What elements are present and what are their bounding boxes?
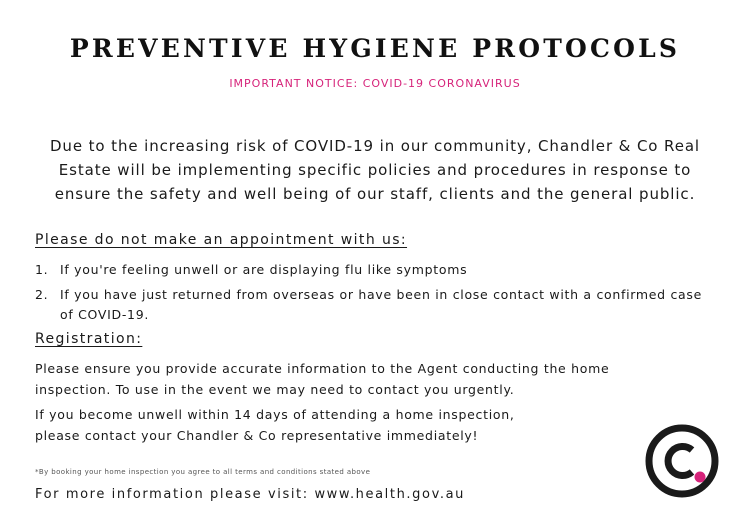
list-item [35,285,705,325]
list-item-number: 2. [35,287,49,302]
page-subtitle: IMPORTANT NOTICE: COVID-19 CORONAVIRUS [229,77,521,90]
terms-disclaimer: *By booking your home inspection you agree to all terms and conditions stated above [35,468,371,476]
list-item-text: If you have just returned from overseas or have been in close contact with a confirmed case of COVID-19. [60,287,703,322]
restrictions-list [35,260,705,330]
list-item-number: 1. [35,262,49,277]
section-heading-appointments: Please do not make an appointment with us: [35,232,408,248]
section-heading-registration: Registration: [35,331,143,347]
chandler-co-c-logo-icon [645,424,719,498]
list-item [35,260,705,280]
footer-info: For more information please visit: www.health.gov.au [35,487,465,502]
page-title: PREVENTIVE HYGIENE PROTOCOLS [69,34,681,63]
unwell-contact-line-1: If you become unwell within 14 days of attending a home inspection, [35,407,515,422]
intro-paragraph: Due to the increasing risk of COVID-19 in our community, Chandler & Co Real Estate will be implementing specific policies and procedures in response to ensure the safety and well being of our staff, clients and the general public. [49,137,700,203]
list-item-text: If you're feeling unwell or are displaying flu like symptoms [60,262,468,277]
unwell-contact-paragraph [35,404,675,446]
unwell-contact-line-2: please contact your Chandler & Co representative immediately! [35,428,479,443]
registration-paragraph: Please ensure you provide accurate information to the Agent conducting the home inspection. To use in the event we may need to contact you urgently. [35,361,610,397]
